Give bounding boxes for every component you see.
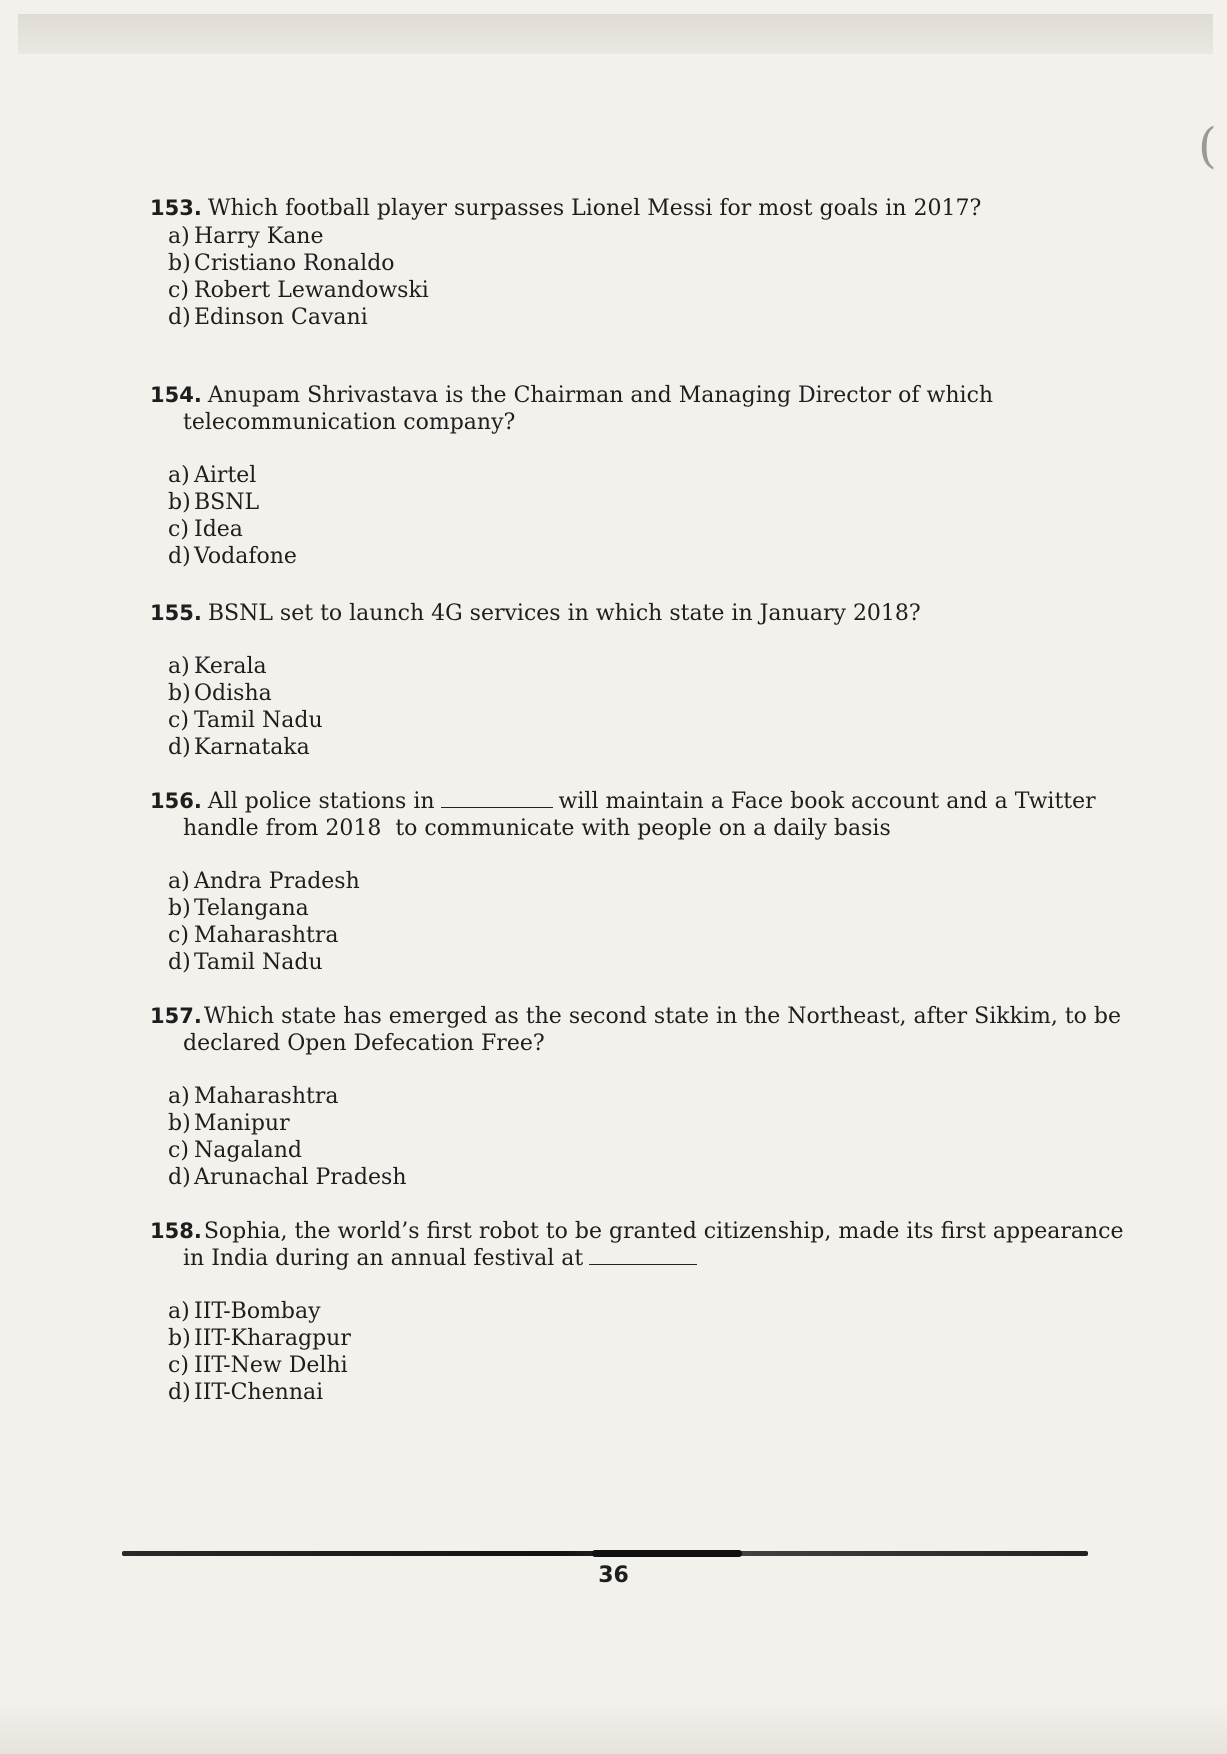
- question-number: 153.: [150, 196, 202, 220]
- option-b: b) Odisha: [168, 681, 272, 706]
- question-text-cont: telecommunication company?: [183, 410, 516, 435]
- option-a: a) Maharashtra: [168, 1084, 339, 1109]
- option-d: d) Karnataka: [168, 735, 310, 760]
- question-number: 154.: [150, 383, 202, 407]
- option-a: a) Harry Kane: [168, 224, 324, 249]
- option-c: c) Idea: [168, 517, 243, 542]
- option-b: b) Cristiano Ronaldo: [168, 251, 395, 276]
- question-text-cont: declared Open Defecation Free?: [183, 1031, 545, 1056]
- option-b: b) IIT-Kharagpur: [168, 1326, 351, 1351]
- question-text-after-blank: will maintain a Face book account and a Twitter: [558, 789, 1096, 814]
- option-d: d) IIT-Chennai: [168, 1380, 324, 1405]
- question-number: 157.: [150, 1004, 202, 1028]
- options-list: [168, 1083, 1113, 1191]
- question-154: [150, 382, 1095, 569]
- question-text: Anupam Shrivastava is the Chairman and Managing Director of which: [207, 383, 994, 408]
- scan-edge-top: [18, 14, 1213, 54]
- question-text: All police stations in: [207, 789, 435, 814]
- question-155: [150, 600, 1095, 760]
- question-157: [150, 1003, 1121, 1190]
- option-a: a) Andra Pradesh: [168, 869, 360, 894]
- option-d: d) Arunachal Pradesh: [168, 1165, 407, 1190]
- question-158: [150, 1218, 1124, 1405]
- option-a: a) Airtel: [168, 463, 257, 488]
- page-number: 36: [598, 1563, 629, 1588]
- option-b: b) BSNL: [168, 490, 260, 515]
- option-a: a) IIT-Bombay: [168, 1299, 321, 1324]
- question-number: 158.: [150, 1219, 202, 1243]
- option-c: c) Nagaland: [168, 1138, 302, 1163]
- fill-in-blank: [441, 789, 553, 808]
- option-b: b) Telangana: [168, 896, 309, 921]
- question-text: Which football player surpasses Lionel Messi for most goals in 2017?: [207, 196, 982, 221]
- question-text: Sophia, the world’s first robot to be granted citizenship, made its first appearance: [203, 1219, 1124, 1244]
- question-text: BSNL set to launch 4G services in which state in January 2018?: [207, 601, 921, 626]
- options-list: [168, 653, 1113, 761]
- footer-rule: [122, 1551, 1088, 1556]
- options-list: [168, 223, 1113, 331]
- question-text-cont: handle from 2018 to communicate with people on a daily basis: [183, 816, 891, 841]
- option-c: c) Maharashtra: [168, 923, 339, 948]
- question-156: [150, 788, 1096, 975]
- question-number: 156.: [150, 789, 202, 813]
- option-d: d) Vodafone: [168, 544, 297, 569]
- question-text: Which state has emerged as the second state in the Northeast, after Sikkim, to be: [203, 1004, 1121, 1029]
- option-c: c) Tamil Nadu: [168, 708, 323, 733]
- option-d: d) Edinson Cavani: [168, 305, 368, 330]
- option-c: c) Robert Lewandowski: [168, 278, 429, 303]
- question-number: 155.: [150, 601, 202, 625]
- option-d: d) Tamil Nadu: [168, 950, 323, 975]
- scan-edge-bottom: [0, 1700, 1227, 1754]
- option-c: c) IIT-New Delhi: [168, 1353, 348, 1378]
- margin-mark: (: [1198, 118, 1217, 174]
- question-153: [150, 195, 1095, 330]
- option-b: b) Manipur: [168, 1111, 290, 1136]
- fill-in-blank: [589, 1246, 697, 1265]
- options-list: [168, 1298, 1113, 1406]
- options-list: [168, 462, 1113, 570]
- option-a: a) Kerala: [168, 654, 267, 679]
- options-list: [168, 868, 1113, 976]
- question-text-cont: in India during an annual festival at: [183, 1246, 584, 1271]
